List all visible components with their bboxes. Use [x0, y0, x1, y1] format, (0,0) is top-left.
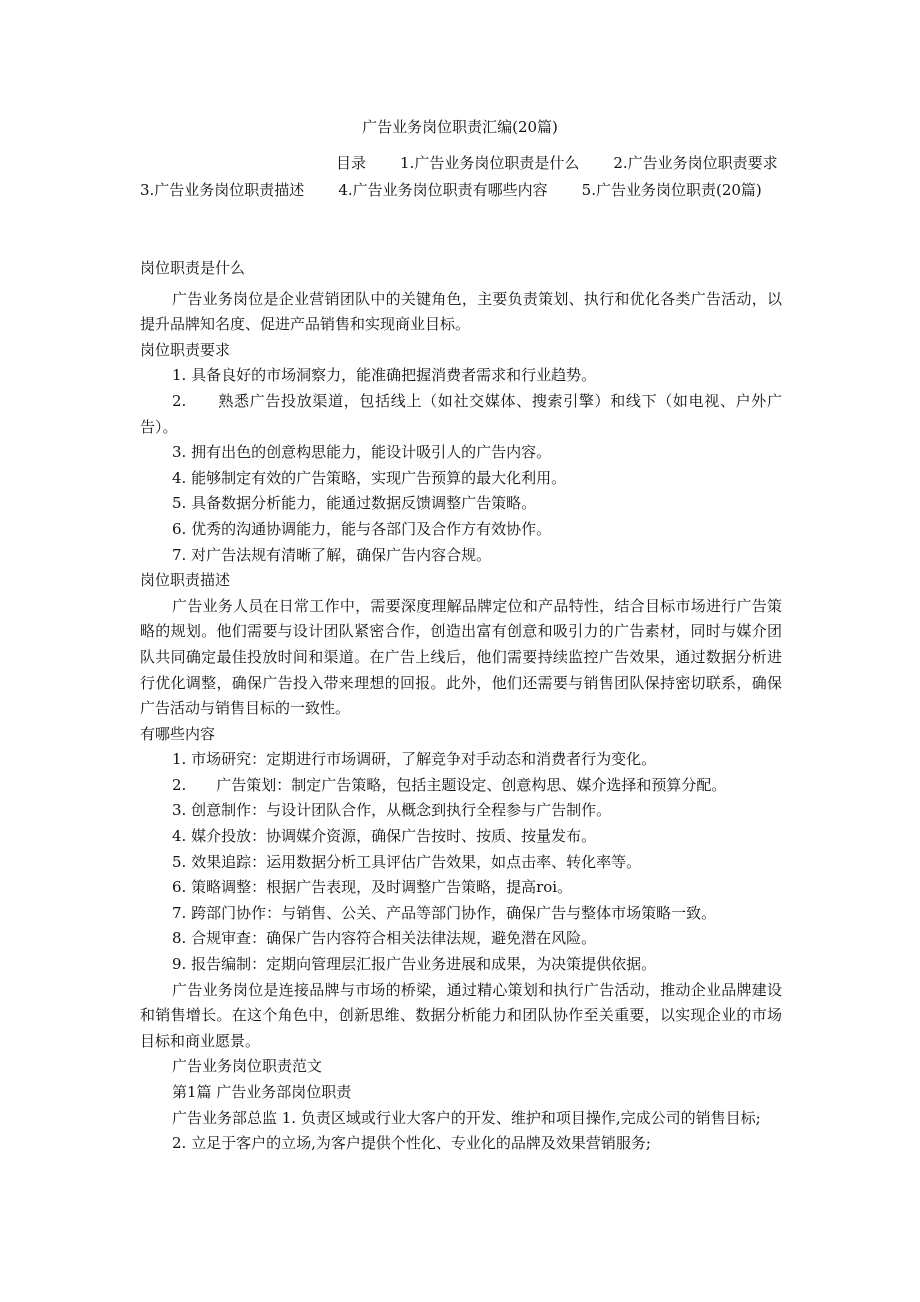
- sample-line-1: 广告业务部总监 1. 负责区域或行业大客户的开发、维护和项目操作,完成公司的销售目标;: [172, 1108, 761, 1127]
- section-heading-requirements: 岗位职责要求: [140, 340, 231, 359]
- section-heading-description: 岗位职责描述: [140, 571, 231, 590]
- list-item: 7. 跨部门协作：与销售、公关、产品等部门协作，确保广告与整体市场策略一致。: [172, 903, 717, 922]
- list-item: 7. 对广告法规有清晰了解，确保广告内容合规。: [172, 545, 492, 564]
- section-heading-contents: 有哪些内容: [140, 724, 216, 743]
- list-item: 2. 广告策划：制定广告策略，包括主题设定、创意构思、媒介选择和预算分配。: [172, 775, 727, 794]
- list-item: 4. 能够制定有效的广告策略，实现广告预算的最大化利用。: [172, 468, 567, 487]
- list-item: 5. 具备数据分析能力，能通过数据反馈调整广告策略。: [172, 494, 537, 513]
- toc-item-2[interactable]: 2.广告业务岗位职责要求: [613, 154, 778, 172]
- list-item: 2. 熟悉广告投放渠道，包括线上（如社交媒体、搜索引擎）和线下（如电视、户外广告）。: [140, 391, 782, 436]
- toc-item-3[interactable]: 3.广告业务岗位职责描述: [140, 181, 305, 199]
- list-item: 9. 报告编制：定期向管理层汇报广告业务进展和成果，为决策提供依据。: [172, 955, 657, 974]
- table-of-contents: [140, 150, 782, 204]
- section-summary: 广告业务岗位是连接品牌与市场的桥梁，通过精心策划和执行广告活动，推动企业品牌建设和销售增长。在这个角色中，创新思维、数据分析能力和团队协作至关重要，以实现企业的市场目标和商业愿景。: [140, 980, 782, 1050]
- list-item: 5. 效果追踪：运用数据分析工具评估广告效果，如点击率、转化率等。: [172, 852, 642, 871]
- list-item: 8. 合规审查：确保广告内容符合相关法律法规，避免潜在风险。: [172, 929, 597, 948]
- list-item: 6. 策略调整：根据广告表现，及时调整广告策略，提高roi。: [172, 878, 573, 897]
- sample-line-2: 2. 立足于客户的立场,为客户提供个性化、专业化的品牌及效果营销服务;: [172, 1134, 651, 1153]
- list-item: 1. 市场研究：定期进行市场调研，了解竞争对手动态和消费者行为变化。: [172, 750, 657, 769]
- toc-item-5[interactable]: 5.广告业务岗位职责(20篇): [581, 181, 762, 199]
- toc-label: 目录: [336, 154, 367, 172]
- section-paragraph-description: 广告业务人员在日常工作中，需要深度理解品牌定位和产品特性，结合目标市场进行广告策略的规划。他们需要与设计团队紧密合作，创造出富有创意和吸引力的广告素材，同时与媒介团队共同确定最佳投放时间和渠道。在广告上线后，他们需要持续监控广告效果，通过数据分析进行优化调整，确保广告投入带来理想的回报。此外，他们还需要与销售团队保持密切联系，确保广告活动与销售目标的一致性。: [140, 596, 782, 718]
- document-body: [140, 256, 782, 1157]
- section-heading-what: 岗位职责是什么: [140, 259, 246, 277]
- list-item: 3. 创意制作：与设计团队合作，从概念到执行全程参与广告制作。: [172, 801, 612, 820]
- section-paragraph-what: 广告业务岗位是企业营销团队中的关键角色，主要负责策划、执行和优化各类广告活动，以提升品牌知名度、促进产品销售和实现商业目标。: [140, 289, 782, 334]
- list-item: 3. 拥有出色的创意构思能力，能设计吸引人的广告内容。: [172, 443, 552, 462]
- list-item: 4. 媒介投放：协调媒介资源，确保广告按时、按质、按量发布。: [172, 827, 597, 846]
- section-heading-samples: 广告业务岗位职责范文: [172, 1057, 323, 1076]
- toc-item-4[interactable]: 4.广告业务岗位职责有哪些内容: [338, 181, 548, 199]
- sample-subheading: 第1篇 广告业务部岗位职责: [172, 1083, 352, 1101]
- list-item: 6. 优秀的沟通协调能力，能与各部门及合作方有效协作。: [172, 519, 552, 538]
- document-title: 广告业务岗位职责汇编(20篇): [362, 118, 558, 136]
- toc-item-1[interactable]: 1.广告业务岗位职责是什么: [400, 154, 580, 172]
- list-item: 1. 具备良好的市场洞察力，能准确把握消费者需求和行业趋势。: [172, 366, 597, 385]
